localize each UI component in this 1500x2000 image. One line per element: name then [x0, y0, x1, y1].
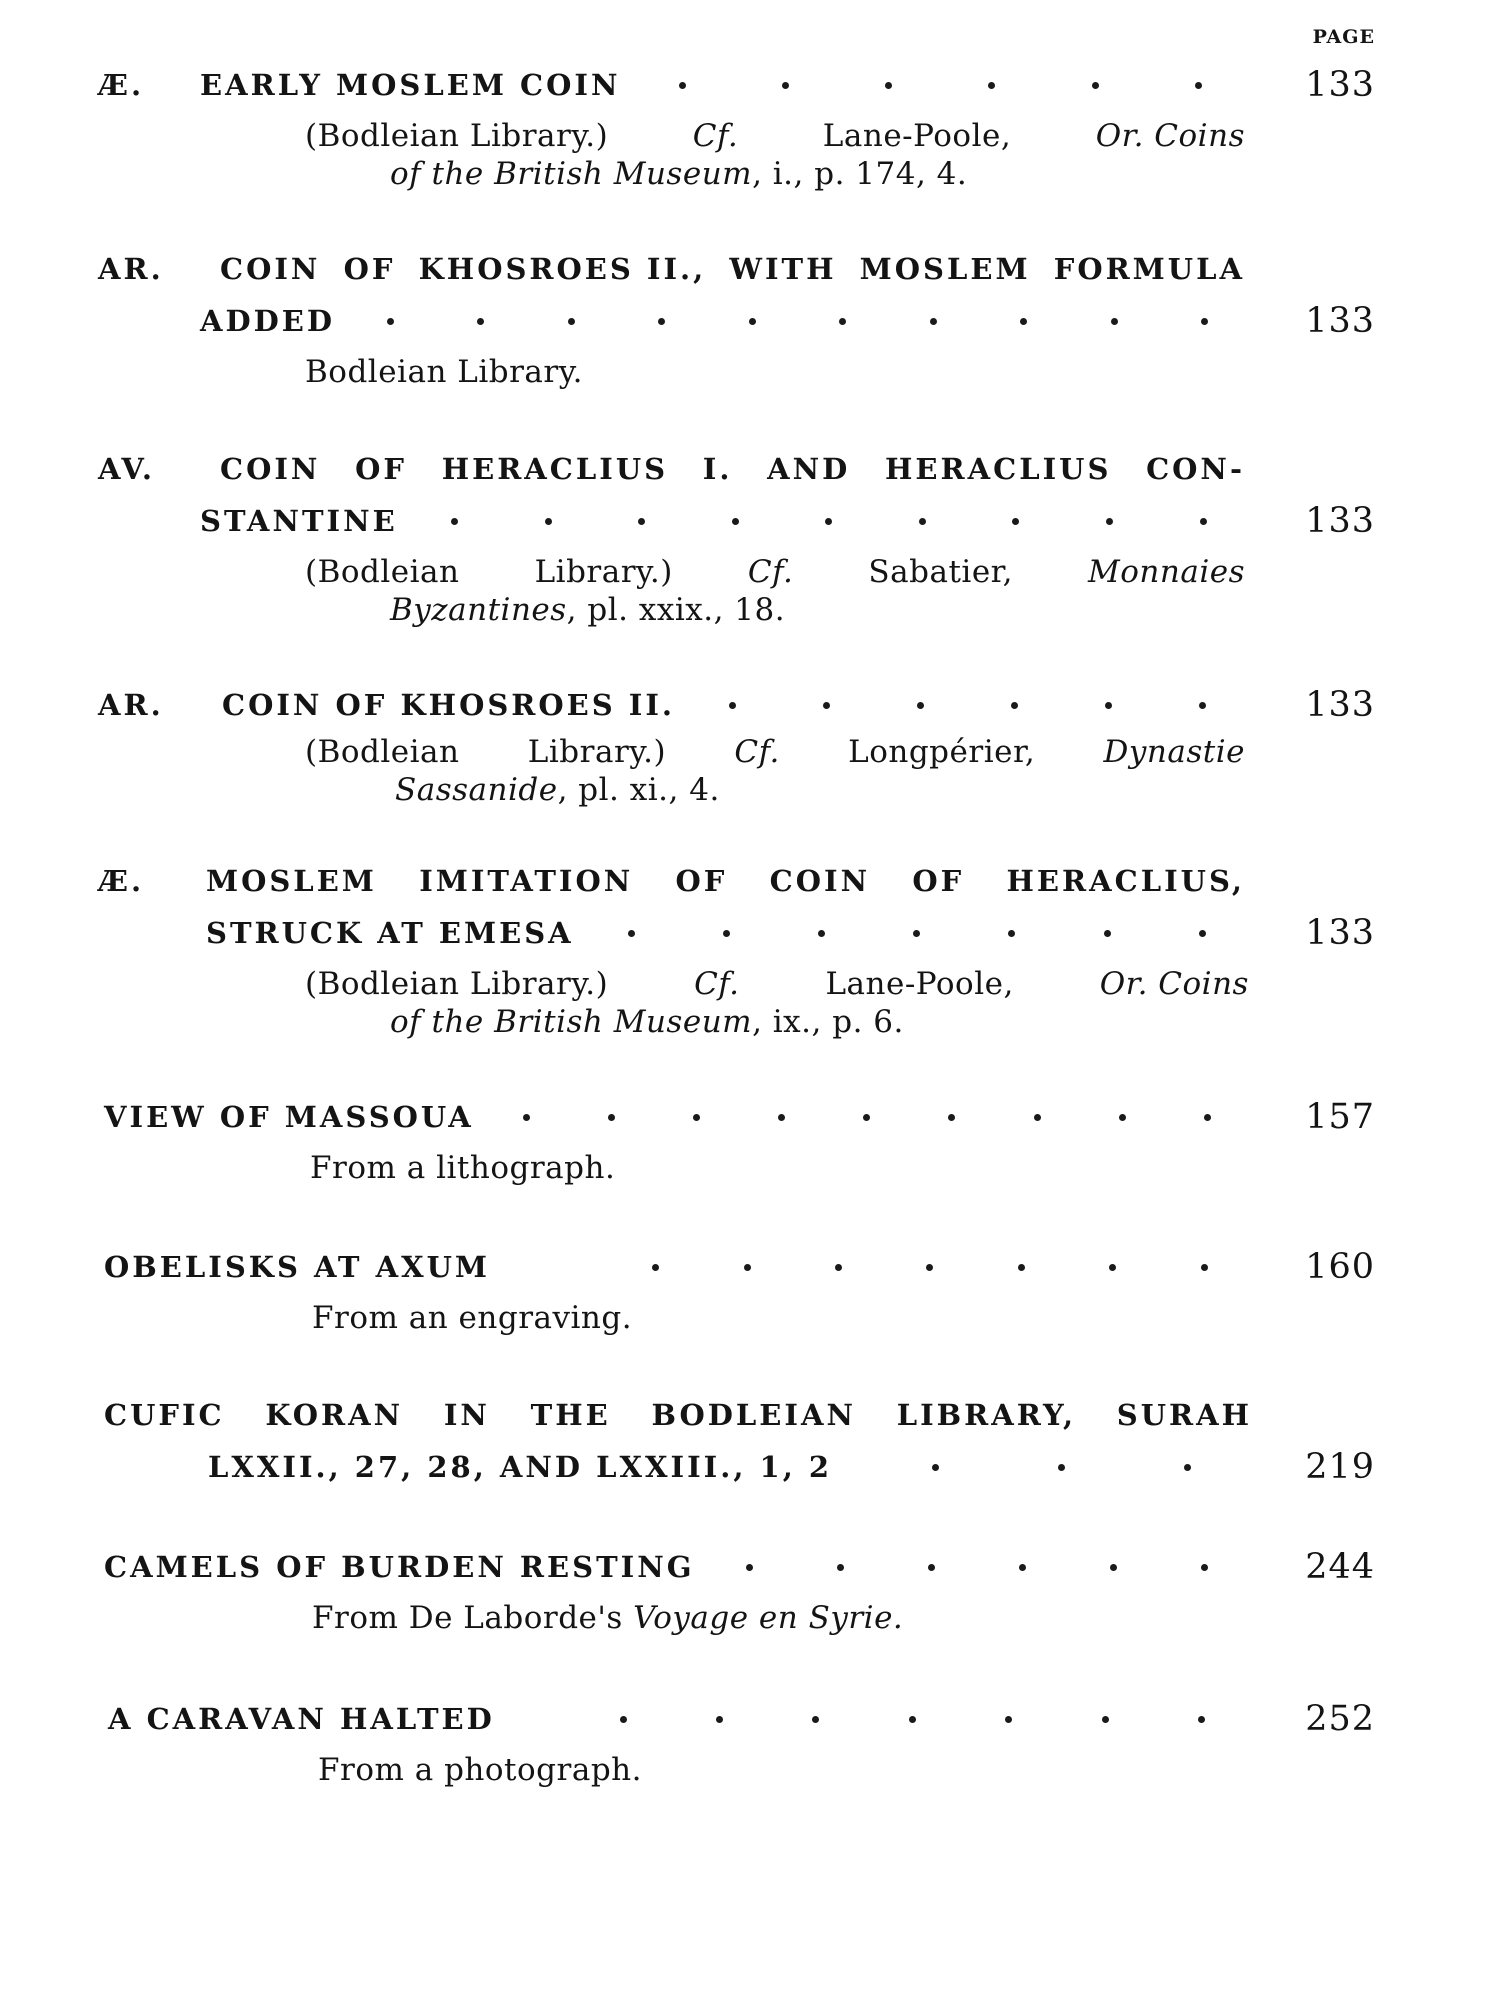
- note-text: From De Laborde's: [312, 1600, 634, 1636]
- leader-dots: [584, 930, 1250, 937]
- entry-title: [104, 1544, 1250, 1590]
- leader-dots: [705, 1564, 1251, 1571]
- note-text: , i., p. 174, 4.: [752, 156, 968, 192]
- title-word: SURAH: [1116, 1398, 1252, 1432]
- page-number: 133: [1305, 685, 1375, 725]
- note-text: Lane-Poole,: [825, 966, 1014, 1002]
- note-italic: Cf.: [692, 118, 739, 154]
- note-italic: Byzantines: [390, 592, 567, 628]
- title-word: BODLEIAN: [651, 1398, 856, 1432]
- note-text: Longpérier,: [848, 734, 1036, 770]
- metal-prefix: AV.: [98, 452, 155, 486]
- entry-title-text: STRUCK AT EMESA: [206, 916, 574, 950]
- leader-dots: [575, 1716, 1250, 1723]
- entry-title-text: EARLY MOSLEM COIN: [200, 68, 621, 102]
- title-word: I.: [702, 452, 733, 486]
- entry-title: [104, 1244, 1250, 1290]
- title-word: IMITATION: [419, 864, 634, 898]
- entry-title-text: A CARAVAN HALTED: [108, 1702, 495, 1736]
- entry-title: [104, 1392, 1252, 1438]
- page-number: 244: [1305, 1547, 1375, 1587]
- page-number: 133: [1305, 65, 1375, 105]
- title-word: LIBRARY,: [896, 1398, 1077, 1432]
- metal-prefix: AR.: [98, 252, 164, 286]
- note-text: , pl. xxix., 18.: [566, 592, 786, 628]
- note-text: , pl. xi., 4.: [557, 772, 720, 808]
- leader-dots: [630, 82, 1250, 89]
- page-column-label: PAGE: [1312, 26, 1375, 48]
- entry-title-continued: [206, 910, 1250, 956]
- leader-dots: [872, 1464, 1250, 1471]
- entry-title-text: ADDED: [200, 304, 336, 338]
- title-word: MOSLEM: [206, 864, 377, 898]
- title-word: KHOSROES II.,: [418, 252, 707, 286]
- title-word: COIN: [220, 452, 321, 486]
- note-text: (Bodleian: [305, 734, 460, 770]
- metal-prefix: Æ.: [98, 864, 145, 898]
- page-number: 133: [1305, 501, 1375, 541]
- entry-title-text: LXXII., 27, 28, AND LXXIII., 1, 2: [208, 1450, 833, 1484]
- entry-note-continued: [395, 770, 720, 810]
- note-italic: Dynastie: [1103, 734, 1245, 770]
- entry-note: [305, 964, 1249, 1004]
- entry-title-continued: [200, 498, 1250, 544]
- note-italic: Or. Coins: [1099, 966, 1249, 1002]
- entry-title: [220, 246, 1245, 292]
- leader-dots: [610, 1264, 1250, 1271]
- page-number: 160: [1305, 1247, 1375, 1287]
- leader-dots: [408, 518, 1250, 525]
- leader-dots: [685, 702, 1250, 709]
- metal-prefix: AR.: [98, 688, 164, 722]
- title-word: CUFIC: [104, 1398, 225, 1432]
- entry-note-continued: [390, 154, 967, 194]
- entry-title: [206, 858, 1245, 904]
- note-text: Lane-Poole,: [822, 118, 1012, 154]
- note-italic: Voyage en Syrie.: [633, 1600, 904, 1636]
- entry-note: From an engraving.: [312, 1300, 633, 1336]
- entry-title: [108, 1696, 1250, 1742]
- note-italic: of the British Museum: [390, 1004, 753, 1040]
- note-text: Library.): [534, 554, 673, 590]
- entry-note: Bodleian Library.: [305, 354, 583, 390]
- entry-title-text: CAMELS OF BURDEN RESTING: [104, 1550, 695, 1584]
- title-word: AND: [767, 452, 851, 486]
- note-text: Sabatier,: [868, 554, 1013, 590]
- entry-note-continued: [390, 590, 785, 630]
- entry-note: [312, 1598, 903, 1638]
- note-text: , ix., p. 6.: [752, 1004, 904, 1040]
- entry-note: From a photograph.: [318, 1752, 642, 1788]
- page-number: 219: [1305, 1447, 1375, 1487]
- note-text: (Bodleian Library.): [305, 118, 609, 154]
- title-word: FORMULA: [1053, 252, 1245, 286]
- title-word: MOSLEM: [859, 252, 1031, 286]
- note-italic: Cf.: [747, 554, 794, 590]
- page-number: 133: [1305, 301, 1375, 341]
- title-word: WITH: [729, 252, 837, 286]
- page-number: 157: [1305, 1097, 1375, 1137]
- entry-note-continued: [390, 1002, 904, 1042]
- note-italic: Monnaies: [1088, 554, 1245, 590]
- page-number: 252: [1305, 1699, 1375, 1739]
- title-word: IN: [443, 1398, 490, 1432]
- entry-title: [200, 62, 1250, 108]
- title-word: COIN: [220, 252, 321, 286]
- title-word: KORAN: [265, 1398, 404, 1432]
- entry-title: [222, 682, 1250, 728]
- title-word: OF: [355, 452, 407, 486]
- title-word: OF: [343, 252, 396, 286]
- leader-dots: [484, 1114, 1250, 1121]
- note-italic: Sassanide: [395, 772, 558, 808]
- entry-title: [104, 1094, 1250, 1140]
- entry-title-text: OBELISKS AT AXUM: [104, 1250, 491, 1284]
- note-text: (Bodleian Library.): [305, 966, 609, 1002]
- title-word: OF: [912, 864, 965, 898]
- entry-title-text: VIEW OF MASSOUA: [104, 1100, 474, 1134]
- note-italic: of the British Museum: [390, 156, 753, 192]
- title-word: CON-: [1146, 452, 1245, 486]
- entry-title: [220, 446, 1245, 492]
- entry-note: [305, 732, 1245, 772]
- title-word: HERACLIUS,: [1006, 864, 1245, 898]
- note-text: (Bodleian: [305, 554, 460, 590]
- entry-note: From a lithograph.: [310, 1150, 616, 1186]
- leader-dots: [345, 318, 1250, 325]
- title-word: OF: [675, 864, 728, 898]
- metal-prefix: Æ.: [98, 68, 145, 102]
- entry-title-text: COIN OF KHOSROES II.: [222, 688, 676, 722]
- note-italic: Cf.: [734, 734, 780, 770]
- note-italic: Cf.: [694, 966, 740, 1002]
- title-word: HERACLIUS: [441, 452, 669, 486]
- entry-note: [305, 116, 1245, 156]
- entry-note: [305, 552, 1245, 592]
- note-italic: Or. Coins: [1095, 118, 1245, 154]
- entry-title-continued: [208, 1444, 1250, 1490]
- title-word: HERACLIUS: [885, 452, 1112, 486]
- note-text: Library.): [527, 734, 667, 770]
- page-number: 133: [1305, 913, 1375, 953]
- title-word: COIN: [769, 864, 871, 898]
- entry-title-continued: [200, 298, 1250, 344]
- entry-title-text: STANTINE: [200, 504, 398, 538]
- title-word: THE: [530, 1398, 611, 1432]
